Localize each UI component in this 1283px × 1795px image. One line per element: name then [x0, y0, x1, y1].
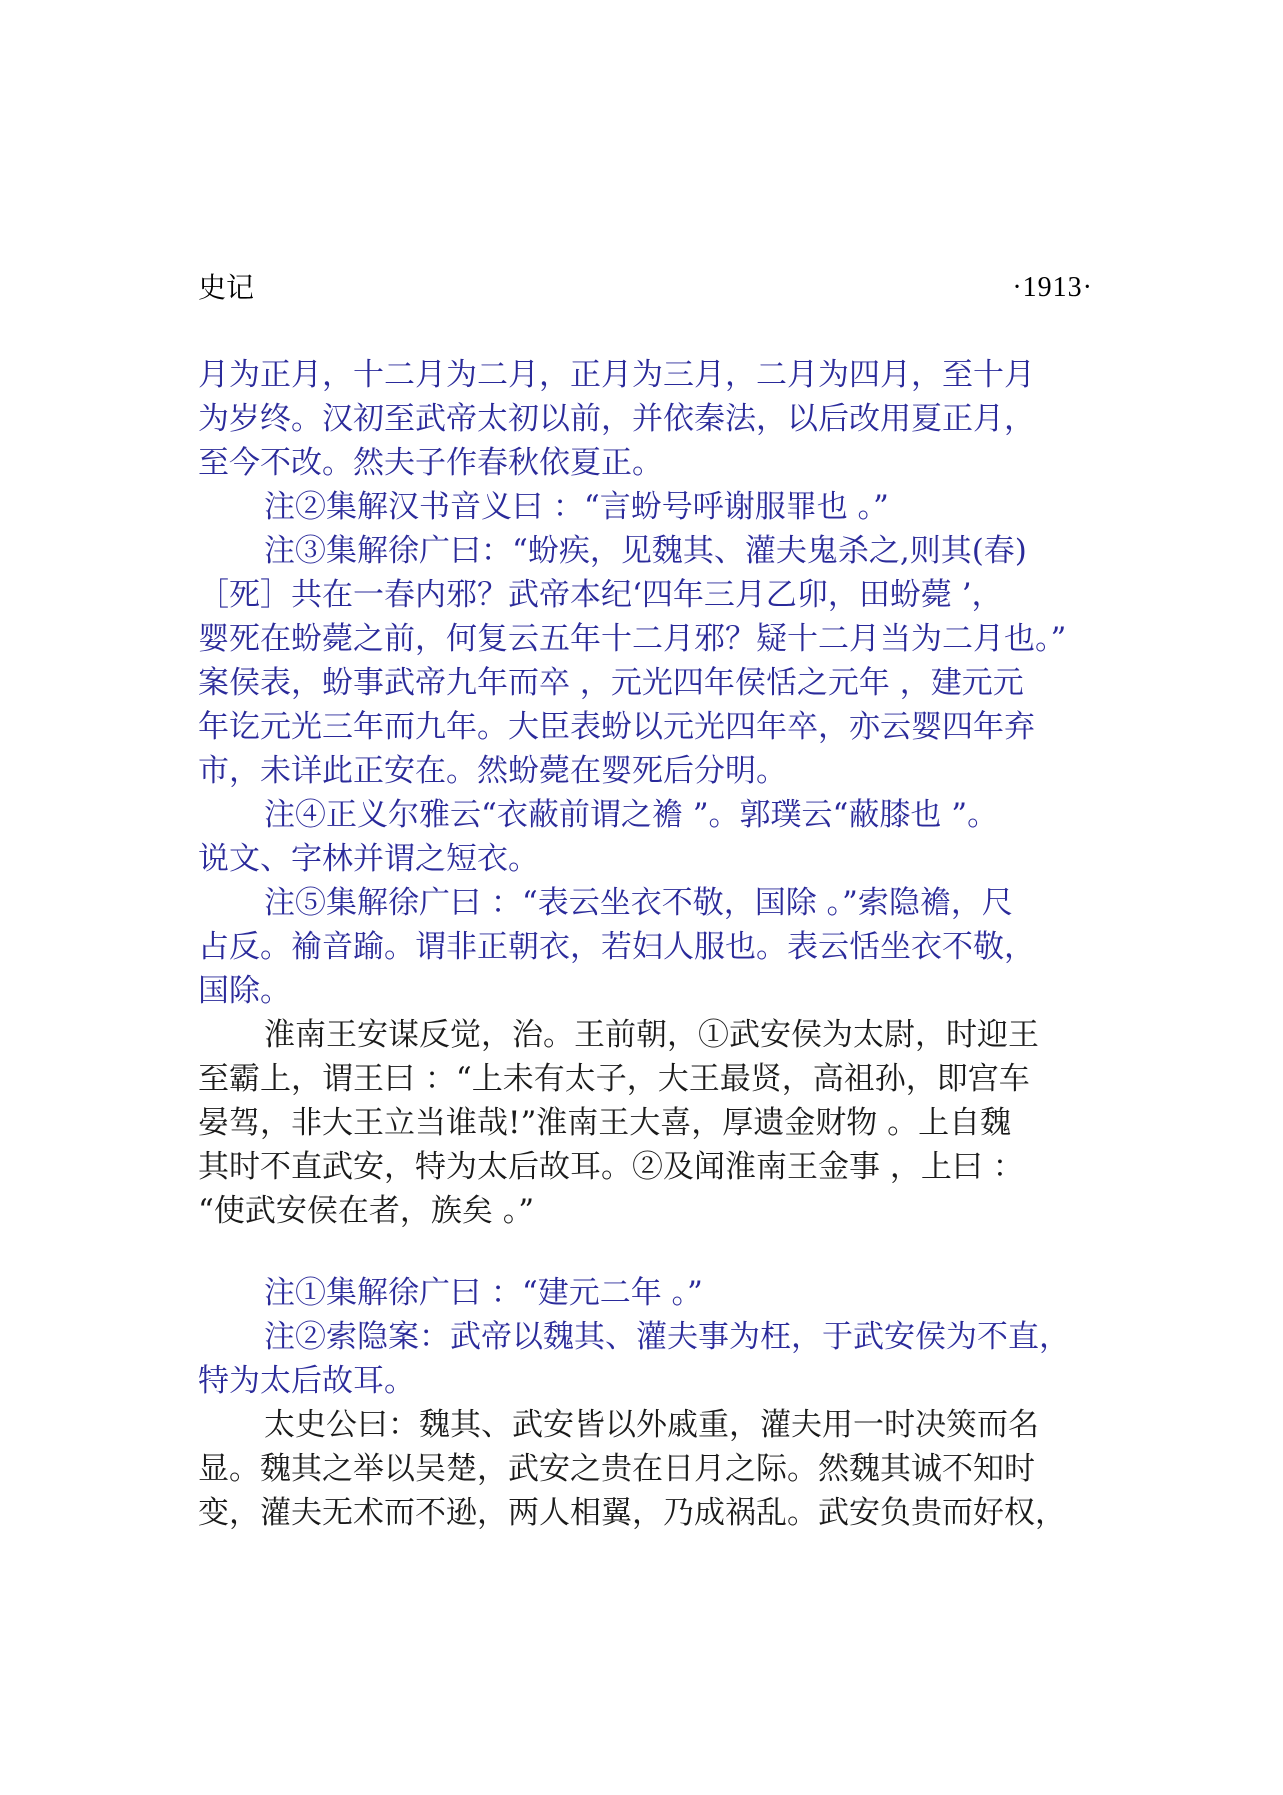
text-line: 月为正月，十二月为二月，正月为三月，二月为四月，至十月 — [198, 357, 1035, 393]
text-line: 注②集解汉书音义曰 ：“言蚡号呼谢服罪也 。” — [264, 489, 889, 525]
page-header — [198, 268, 1093, 308]
text-line: ［死］共在一春内邪？武帝本纪‘四年三月乙卯，田蚡薨 ’， — [198, 577, 1003, 613]
text-line: 注①集解徐广曰 ：“建元二年 。” — [264, 1275, 703, 1311]
text-line: 淮南王安谋反觉，治。王前朝，①武安侯为太尉，时迎王 — [264, 1017, 1039, 1053]
text-line: 国除。 — [198, 973, 291, 1009]
text-line: 市，未详此正安在。然蚡薨在婴死后分明。 — [198, 753, 787, 789]
annotation-paragraph — [198, 353, 1093, 485]
paragraph-gap — [198, 1233, 1093, 1271]
text-line: 注②索隐案：武帝以魏其、灌夫事为枉，于武安侯为不直， — [264, 1319, 1070, 1355]
text-line: 变，灌夫无术而不逊，两人相翼，乃成祸乱。武安负贵而好权， — [198, 1495, 1066, 1531]
text-line: 占反。褕音踰。谓非正朝衣，若妇人服也。表云恬坐衣不敬， — [198, 929, 1035, 965]
main-text-paragraph — [198, 1403, 1093, 1535]
text-line: 晏驾，非大王立当谁哉!”淮南王大喜，厚遗金财物 。上自魏 — [198, 1105, 1012, 1141]
annotation-paragraph — [198, 793, 1093, 881]
text-line: 为岁终。汉初至武帝太初以前，并依秦法，以后改用夏正月， — [198, 401, 1035, 437]
text-line: 注③集解徐广曰：“蚡疾，见魏其、灌夫鬼杀之,则其(春) — [264, 533, 1027, 569]
annotation-paragraph — [198, 529, 1093, 793]
text-line: 显。魏其之举以吴楚，武安之贵在日月之际。然魏其诚不知时 — [198, 1451, 1035, 1487]
book-title: 史记 — [198, 271, 255, 304]
annotation-paragraph — [198, 881, 1093, 1013]
text-line: “使武安侯在者，族矣 。” — [198, 1193, 535, 1229]
text-line: 婴死在蚡薨之前，何复云五年十二月邪？疑十二月当为二月也。” — [198, 621, 1067, 657]
annotation-paragraph — [198, 1315, 1093, 1403]
page-body — [198, 353, 1093, 1535]
document-page — [198, 268, 1093, 1535]
text-line: 说文、字林并谓之短衣。 — [198, 841, 539, 877]
main-text-paragraph — [198, 1013, 1093, 1233]
text-line: 年讫元光三年而九年。大臣表蚡以元光四年卒，亦云婴四年弃 — [198, 709, 1035, 745]
text-line: 其时不直武安，特为太后故耳。②及闻淮南王金事 ，上曰 ： — [198, 1149, 1024, 1185]
page-number: ·1913· — [1012, 272, 1093, 303]
text-line: 注④正义尔雅云“衣蔽前谓之襜 ”。郭璞云“蔽膝也 ”。 — [264, 797, 999, 833]
text-line: 至今不改。然夫子作春秋依夏正。 — [198, 445, 663, 481]
text-line: 太史公曰：魏其、武安皆以外戚重，灌夫用一时决筴而名 — [264, 1407, 1039, 1443]
annotation-paragraph — [198, 485, 1093, 529]
annotation-paragraph — [198, 1271, 1093, 1315]
text-line: 至霸上，谓王曰 ：“上未有太子，大王最贤，高祖孙，即宫车 — [198, 1061, 1030, 1097]
text-line: 注⑤集解徐广曰 ：“表云坐衣不敬，国除 。”索隐襜，尺 — [264, 885, 1013, 921]
text-line: 特为太后故耳。 — [198, 1363, 415, 1399]
text-line: 案侯表，蚡事武帝九年而卒 ，元光四年侯恬之元年 ，建元元 — [198, 665, 1024, 701]
